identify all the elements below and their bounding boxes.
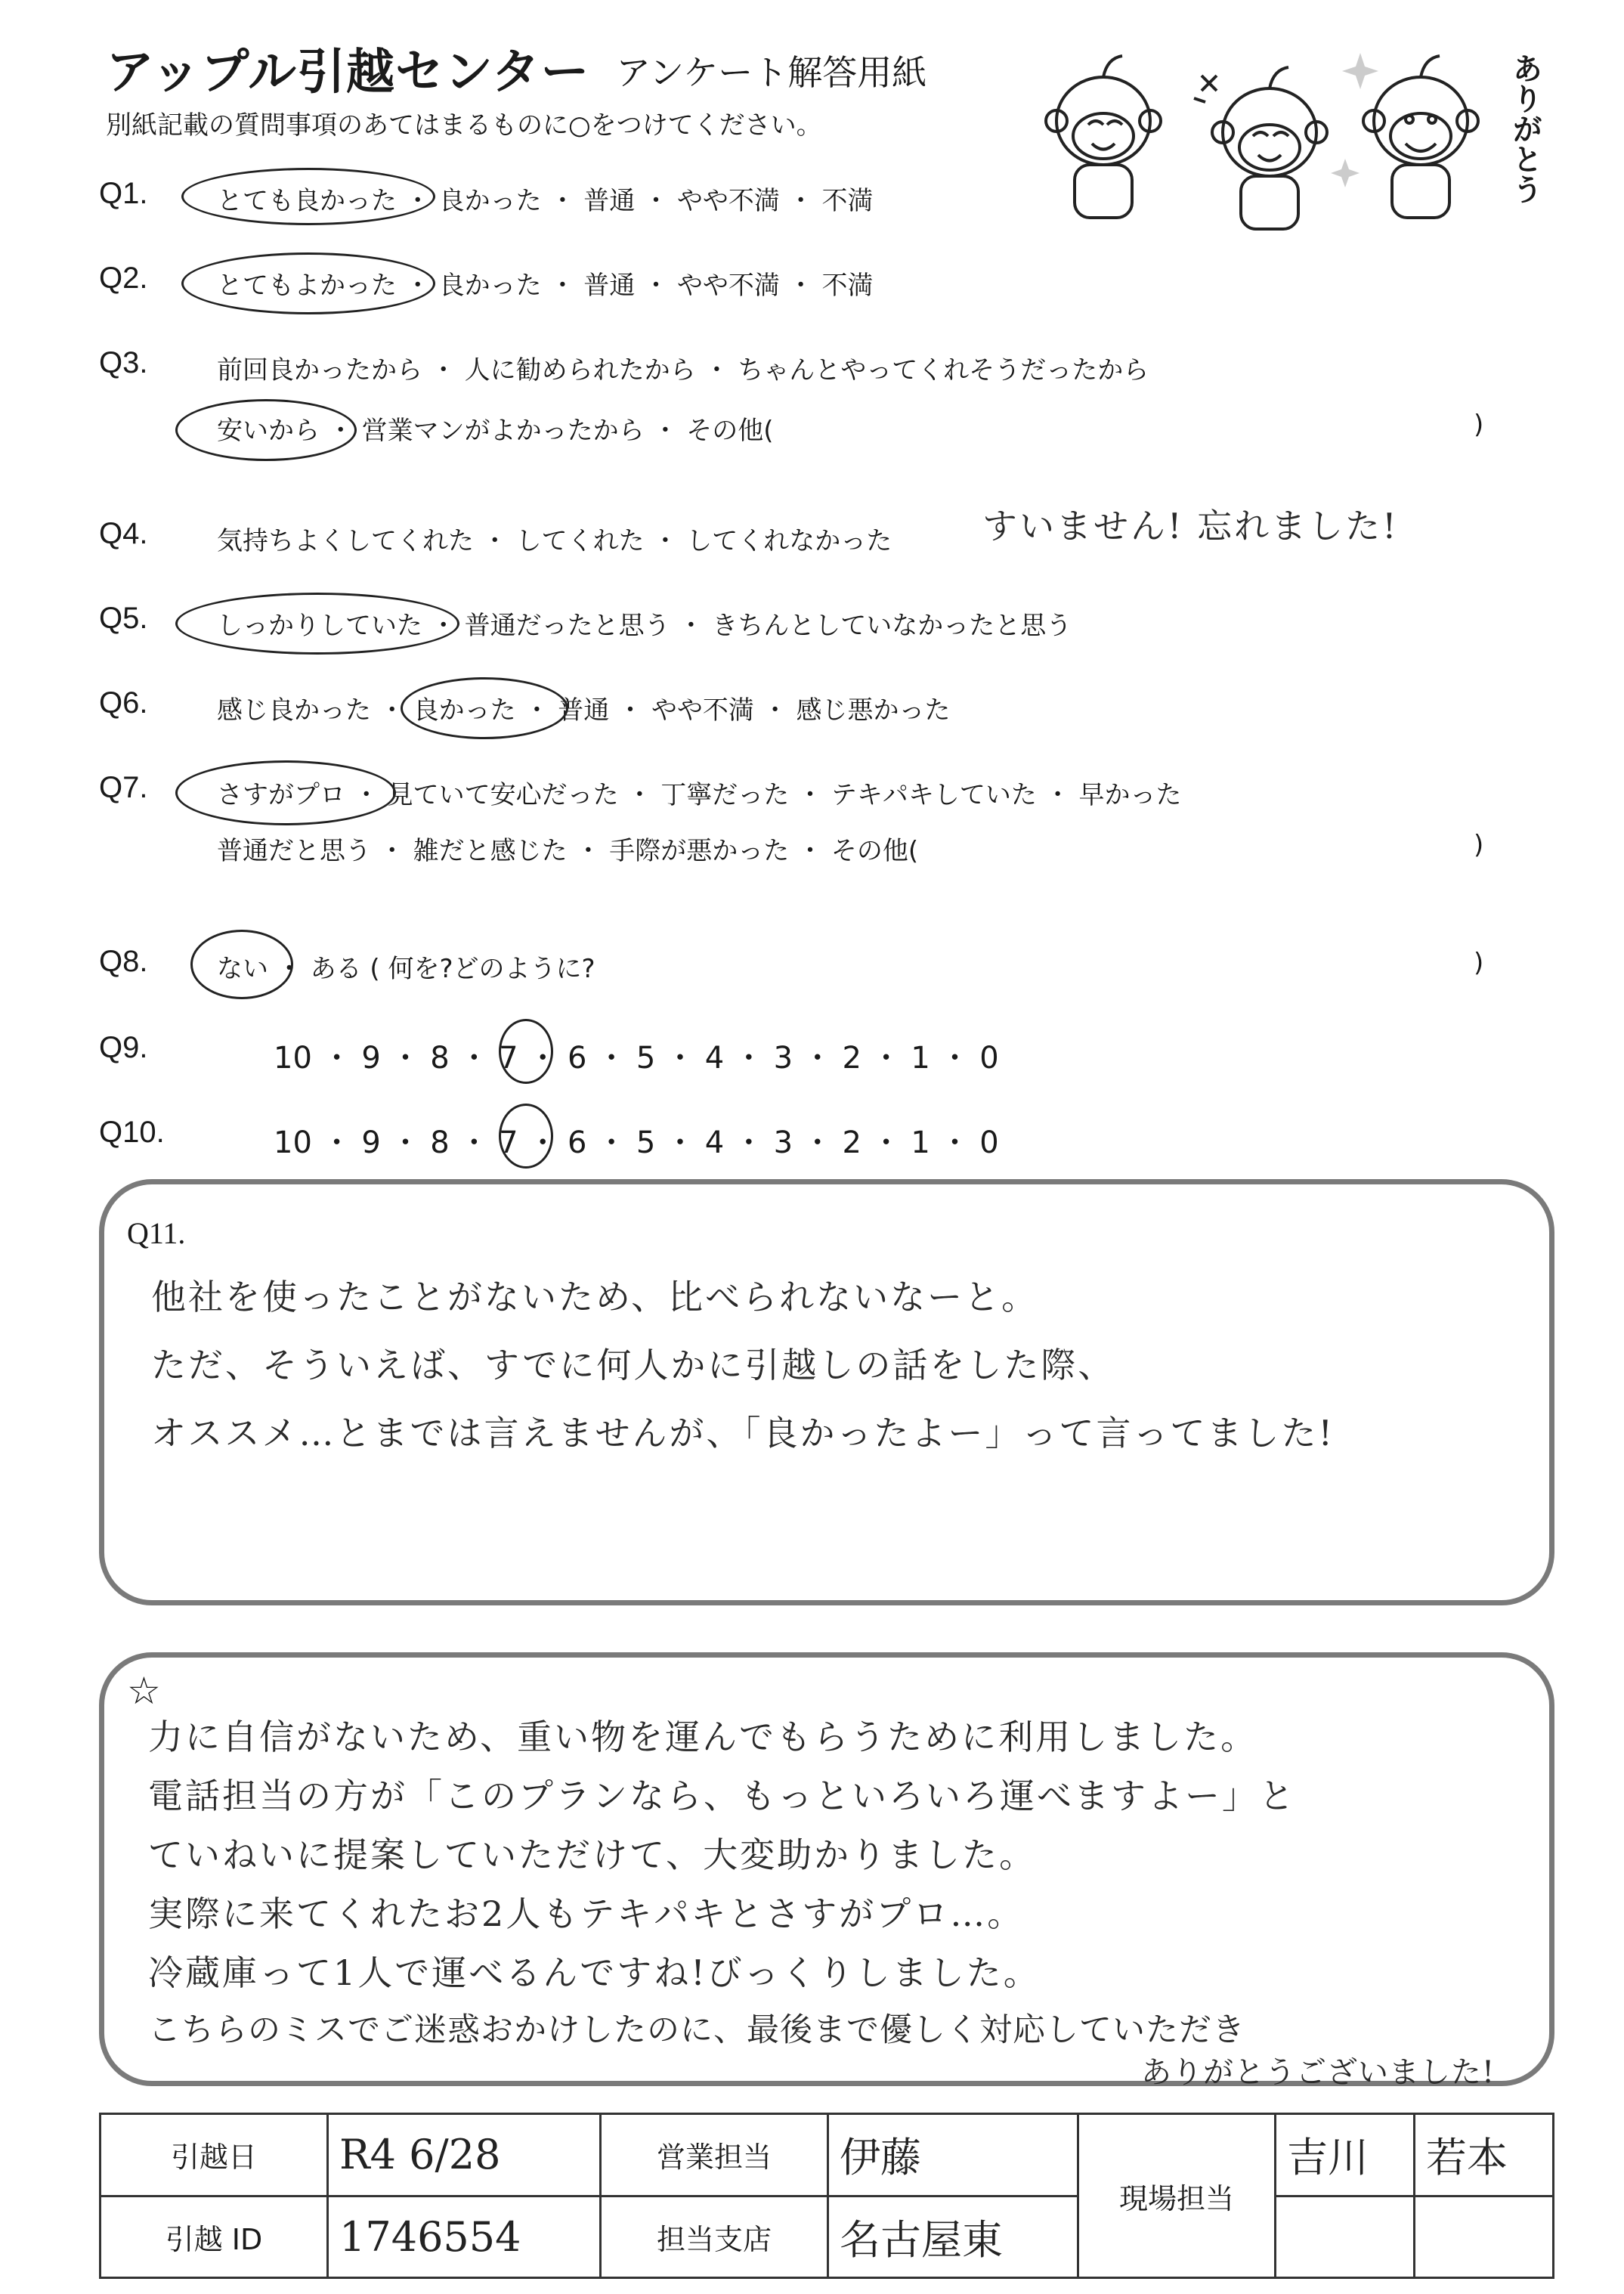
q1-label: Q1. (99, 177, 148, 210)
q6-selection-circle (401, 677, 568, 739)
branch-label: 担当支店 (601, 2196, 828, 2278)
q7-selection-circle (175, 760, 396, 825)
q1-selection-circle (181, 168, 435, 225)
q11-line-3: オススメ…とまでは言えませんが、「良かったよー」って言ってました! (151, 1413, 1335, 1453)
q6-options: 感じ良かった ・ 良かった ・ 普通 ・ やや不満 ・ 感じ悪かった (217, 695, 951, 726)
star-line-1: 力に自信がないため、重い物を運んでもらうために利用しました。 (148, 1717, 1258, 1757)
star-line-3: ていねいに提案していただけて、大変助かりました。 (148, 1834, 1037, 1875)
branch-value: 名古屋東 (828, 2196, 1078, 2278)
site-value-2: 若本 (1415, 2114, 1554, 2196)
q5-selection-circle (175, 593, 459, 655)
mascot-1 (1046, 56, 1161, 218)
sales-value: 伊藤 (828, 2114, 1078, 2196)
q4-options: 気持ちよくしてくれた ・ してくれた ・ してくれなかった (217, 526, 892, 556)
footer-info-table (99, 2113, 1554, 2279)
instruction-text: 別紙記載の質問事項のあてはまるものに○をつけてください。 (106, 110, 822, 141)
move-date-value: R4 6/28 (328, 2114, 601, 2196)
q8-label: Q8. (99, 945, 148, 978)
star-icon: ☆ (127, 1669, 161, 1713)
thanks-text: ありがとう (1508, 53, 1542, 204)
q3-options-line1: 前回良かったから ・ 人に勧められたから ・ ちゃんとやってくれそうだったから (217, 355, 1149, 385)
q9-label: Q9. (99, 1031, 148, 1064)
star-line-4: 実際に来てくれたお2人もテキパキとさすがプロ…。 (148, 1893, 1025, 1934)
q3-label: Q3. (99, 346, 148, 379)
move-date-label: 引越日 (101, 2114, 328, 2196)
q3-selection-circle (175, 399, 357, 461)
q11-line-1: 他社を使ったことがないため、比べられないなーと。 (151, 1277, 1039, 1317)
q4-handwritten-note: すいません! 忘れました! (982, 506, 1399, 546)
move-id-value: 1746554 (328, 2196, 601, 2278)
q10-selection-circle (499, 1104, 553, 1169)
q9-selection-circle (499, 1019, 553, 1084)
q11-comment-box (99, 1179, 1554, 1605)
move-id-label: 引越 ID (101, 2196, 328, 2278)
q10-scale: 10 ・ 9 ・ 8 ・ 7 ・ 6 ・ 5 ・ 4 ・ 3 ・ 2 ・ 1 ・ 0 (274, 1125, 999, 1160)
q2-label: Q2. (99, 262, 148, 295)
q10-label: Q10. (99, 1116, 165, 1149)
q5-options: しっかりしていた ・ 普通だったと思う ・ きちんとしていなかったと思う (217, 611, 1072, 641)
q1-options: とても良かった ・ 良かった ・ 普通 ・ やや不満 ・ 不満 (217, 186, 874, 216)
star-line-7: ありがとうございました! (1141, 2055, 1496, 2090)
site-label: 現場担当 (1078, 2114, 1276, 2278)
mascot-illustration (1028, 30, 1527, 242)
q5-label: Q5. (99, 602, 148, 635)
q6-label: Q6. (99, 686, 148, 720)
mascot-2 (1194, 67, 1327, 229)
star-line-6: こちらのミスでご迷惑おかけしたのに、最後まで優しく対応していただき (148, 2011, 1245, 2049)
star-line-2: 電話担当の方が「このプランなら、もっといろいろ運べますよー」と (148, 1775, 1296, 1816)
q8-options: ない ・ ある ( 何を?どのように? (217, 954, 595, 984)
site-value-1: 吉川 (1276, 2114, 1415, 2196)
q11-label: Q11. (127, 1216, 186, 1250)
form-subtitle: アンケート解答用紙 (616, 52, 927, 93)
q8-selection-circle (190, 930, 293, 999)
q3-options-line2: 安いから ・ 営業マンがよかったから ・ その他( (217, 416, 774, 446)
q7-close-paren: ) (1474, 830, 1484, 860)
q9-scale: 10 ・ 9 ・ 8 ・ 7 ・ 6 ・ 5 ・ 4 ・ 3 ・ 2 ・ 1 ・ 0 (274, 1041, 999, 1076)
q11-line-2: ただ、そういえば、すでに何人かに引越しの話をした際、 (151, 1345, 1115, 1385)
q2-options: とてもよかった ・ 良かった ・ 普通 ・ やや不満 ・ 不満 (217, 271, 874, 301)
sales-label: 営業担当 (601, 2114, 828, 2196)
q7-options-line1: さすがプロ ・ 見ていて安心だった ・ 丁寧だった ・ テキパキしていた ・ 早かった (217, 780, 1182, 810)
q7-label: Q7. (99, 771, 148, 804)
company-title: アップル引越センター (106, 45, 590, 101)
q4-label: Q4. (99, 517, 148, 550)
q8-close-paren: ) (1474, 948, 1484, 978)
star-line-5: 冷蔵庫って1人で運べるんですね!びっくりしました。 (148, 1952, 1041, 1993)
q3-close-paren: ) (1474, 410, 1484, 440)
site-empty-cell-2 (1415, 2196, 1554, 2278)
mascot-3 (1363, 56, 1478, 218)
q7-options-line2: 普通だと思う ・ 雑だと感じた ・ 手際が悪かった ・ その他( (217, 836, 919, 866)
q2-selection-circle (181, 252, 435, 314)
site-empty-cell-1 (1276, 2196, 1415, 2278)
